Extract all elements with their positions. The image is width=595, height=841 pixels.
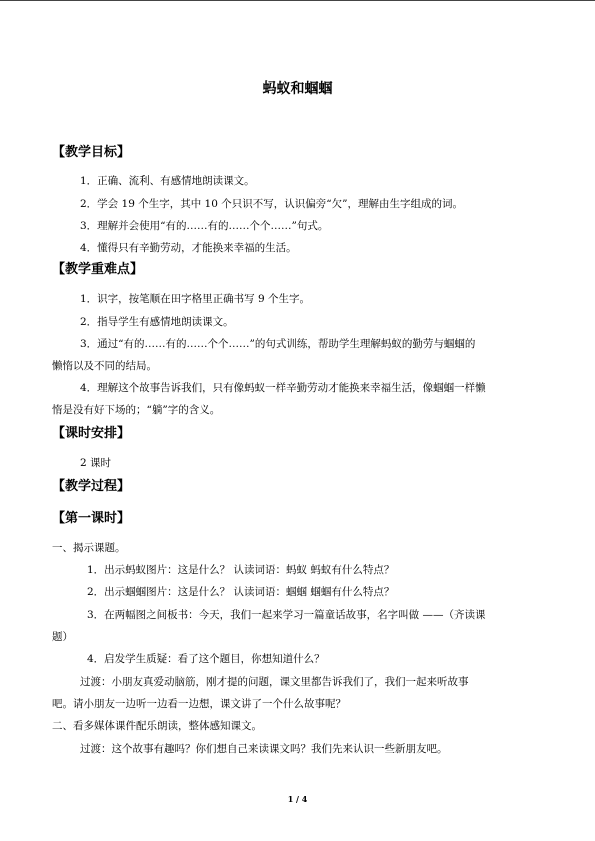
schedule-heading: 【课时安排】 — [52, 426, 131, 441]
lesson1-line: 题） — [52, 631, 73, 643]
lesson1-line: 4．启发学生质疑：看了这个题目，你想知道什么？ — [87, 653, 325, 665]
key-points-item: 3．通过“有的……有的……个个……”的句式训练，帮助学生理解蚂蚁的勤劳与蝈蝈的 — [80, 338, 476, 350]
key-points-item: 2．指导学生有感情地朗读课文。 — [80, 316, 234, 328]
lesson1-line: 3．在两幅图之间板书：今天，我们一起来学习一篇童话故事，名字叫做 ——（齐读课 — [87, 609, 486, 621]
lesson1-line: 过渡：小朋友真爱动脑筋，刚才提的问题，课文里都告诉我们了，我们一起来听故事 — [80, 676, 469, 688]
schedule-text: 2 课时 — [80, 457, 112, 469]
process-heading: 【教学过程】 — [52, 479, 131, 494]
lesson1-line: 2．出示蝈蝈图片：这是什么？ 认读词语：蝈蝈 蝈蝈有什么特点？ — [87, 586, 395, 598]
lesson1-line: 二、看多媒体课件配乐朗读，整体感知课文。 — [52, 720, 262, 732]
lesson1-line: 1．出示蚂蚁图片：这是什么？ 认读词语：蚂蚁 蚂蚁有什么特点？ — [87, 564, 395, 576]
page-number: 1 / 4 — [287, 794, 308, 804]
lesson1-line: 一、揭示课题。 — [52, 542, 126, 554]
key-points-item: 懒惰以及不同的结局。 — [52, 360, 157, 372]
goals-item: 3．理解并会使用“有的……有的……个个……”句式。 — [80, 220, 329, 232]
key-points-heading: 【教学重难点】 — [52, 262, 144, 277]
key-points-item: 4．理解这个故事告诉我们，只有像蚂蚁一样辛勤劳动才能换来幸福生活，像蝈蝈一样懒 — [80, 382, 486, 394]
document-title: 蚂蚁和蝈蝈 — [262, 81, 333, 97]
goals-item: 2．学会 19 个生字，其中 10 个只识不写，认识偏旁“欠”，理解由生字组成的词。 — [80, 198, 463, 210]
goals-heading: 【教学目标】 — [52, 145, 131, 160]
lesson1-heading: 【第一课时】 — [52, 511, 131, 526]
key-points-item: 惰是没有好下场的；“躺”字的含义。 — [52, 404, 221, 416]
lesson1-line: 吧。请小朋友一边听一边看一边想，课文讲了一个什么故事呢？ — [52, 698, 346, 710]
lesson1-line: 过渡：这个故事有趣吗？你们想自己来读课文吗？我们先来认识一些新朋友吧。 — [80, 743, 448, 755]
top-rule — [0, 0, 595, 1]
key-points-item: 1．识字，按笔顺在田字格里正确书写 9 个生字。 — [80, 293, 311, 305]
goals-item: 1．正确、流利、有感情地朗读课文。 — [80, 175, 255, 187]
goals-item: 4．懂得只有辛勤劳动，才能换来幸福的生活。 — [80, 242, 297, 254]
